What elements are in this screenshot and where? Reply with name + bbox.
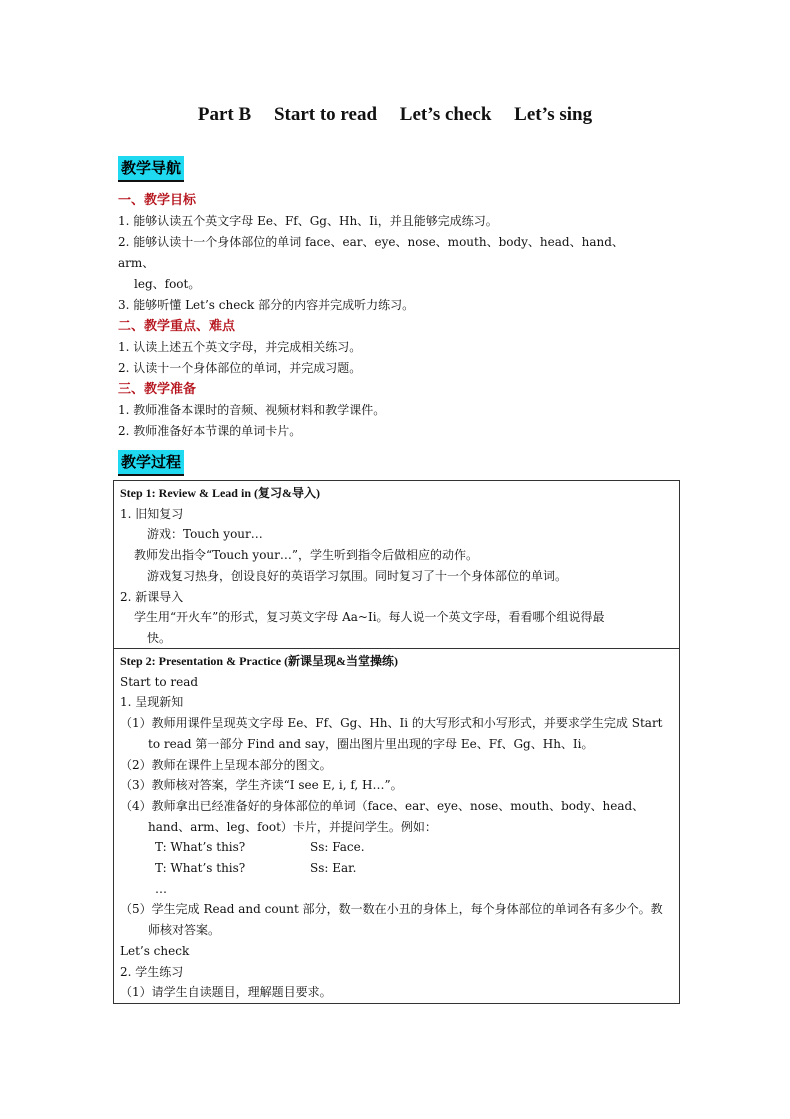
section-heading: 三、教学准备 [118, 382, 197, 397]
step-paragraph: （3）教师核对答案，学生齐读“I see E, i, f, H…”。 [120, 778, 403, 793]
step-line: Let’s check [120, 943, 190, 958]
guide-line: 2. 教师准备好本节课的单词卡片。 [118, 424, 302, 438]
step-paragraph: （5）学生完成 Read and count 部分，数一数在小丑的身体上，每个身体部位的单词各有多少个。教师核对答案。 [120, 902, 663, 938]
student-line: Ss: Ear. [310, 861, 357, 876]
teacher-line: T: What’s this? [155, 861, 246, 876]
guide-line: 1. 教师准备本课时的音频、视频材料和教学课件。 [118, 403, 386, 417]
teacher-line: T: What’s this? [155, 840, 246, 855]
step-line: 游戏：Touch your… [147, 527, 263, 542]
step-paragraph: （1）请学生自读题目，理解题目要求。 [120, 985, 332, 1000]
step-line: 2. 新课导入 [120, 589, 184, 604]
step-line: 游戏复习热身，创设良好的英语学习氛围。同时复习了十一个身体部位的单词。 [147, 568, 568, 583]
student-line: Ss: Face. [310, 840, 365, 855]
step-line: 学生用“开火车”的形式，复习英文字母 Aa~Ii。每人说一个英文字母，看看哪个组说得最 [134, 610, 605, 625]
guide-line: 2. 能够认读十一个身体部位的单词 face、ear、eye、nose、mouth、body、head、hand、 [118, 235, 624, 249]
step-paragraph: （4）教师拿出已经准备好的身体部位的单词（face、ear、eye、nose、mouth、body、head、hand、arm、leg、foot）卡片，并提问学生。例如： [120, 798, 645, 834]
guide-line: 2. 认读十一个身体部位的单词，并完成习题。 [118, 361, 362, 375]
step-line: Start to read [120, 674, 199, 689]
step-line: 1. 旧知复习 [120, 506, 184, 521]
title-part: Part B [197, 104, 252, 125]
page-title [0, 104, 790, 126]
step-paragraph: （2）教师在课件上呈现本部分的图文。 [120, 757, 332, 772]
guide-line: 3. 能够听懂 Let’s check 部分的内容并完成听力练习。 [118, 298, 415, 312]
section-badge-guide: 教学导航 [118, 156, 184, 182]
section-badge-process: 教学过程 [118, 450, 184, 476]
dialog-line [120, 858, 673, 879]
process-table [113, 480, 680, 1004]
guide-line: 1. 能够认读五个英文字母 Ee、Ff、Gg、Hh、Ii，并且能够完成练习。 [118, 214, 498, 228]
title-part: Let’s sing [514, 104, 593, 125]
section-heading: 二、教学重点、难点 [118, 319, 236, 334]
step-paragraph: （1）教师用课件呈现英文字母 Ee、Ff、Gg、Hh、Ii 的大写形式和小写形式，并要求学生完成 Start to read 第一部分 Find and say，圈出图片里出现的字母 Ee、Ff、Gg、Hh、Ii。 [120, 716, 663, 751]
title-part: Start to read [273, 104, 378, 125]
step-line: 2. 学生练习 [120, 964, 184, 979]
title-part: Let’s check [399, 104, 492, 125]
step2-cell [114, 649, 679, 1003]
section-heading: 一、教学目标 [118, 193, 197, 208]
dialog-ellipsis: … [155, 881, 167, 896]
step-line: 1. 呈现新知 [120, 695, 184, 710]
step1-cell [114, 481, 679, 649]
step-heading: Step 1: Review & Lead in (复习&导入) [120, 486, 320, 500]
guide-line: arm、 [118, 256, 155, 270]
dialog-line [120, 837, 673, 858]
step-line: 教师发出指令“Touch your…”，学生听到指令后做相应的动作。 [134, 548, 479, 563]
guide-section [118, 190, 678, 442]
guide-line: 1. 认读上述五个英文字母，并完成相关练习。 [118, 340, 362, 354]
step-heading: Step 2: Presentation & Practice (新课呈现&当堂操练) [120, 654, 399, 668]
guide-line: leg、foot。 [134, 277, 201, 291]
step-line: 快。 [147, 630, 172, 645]
